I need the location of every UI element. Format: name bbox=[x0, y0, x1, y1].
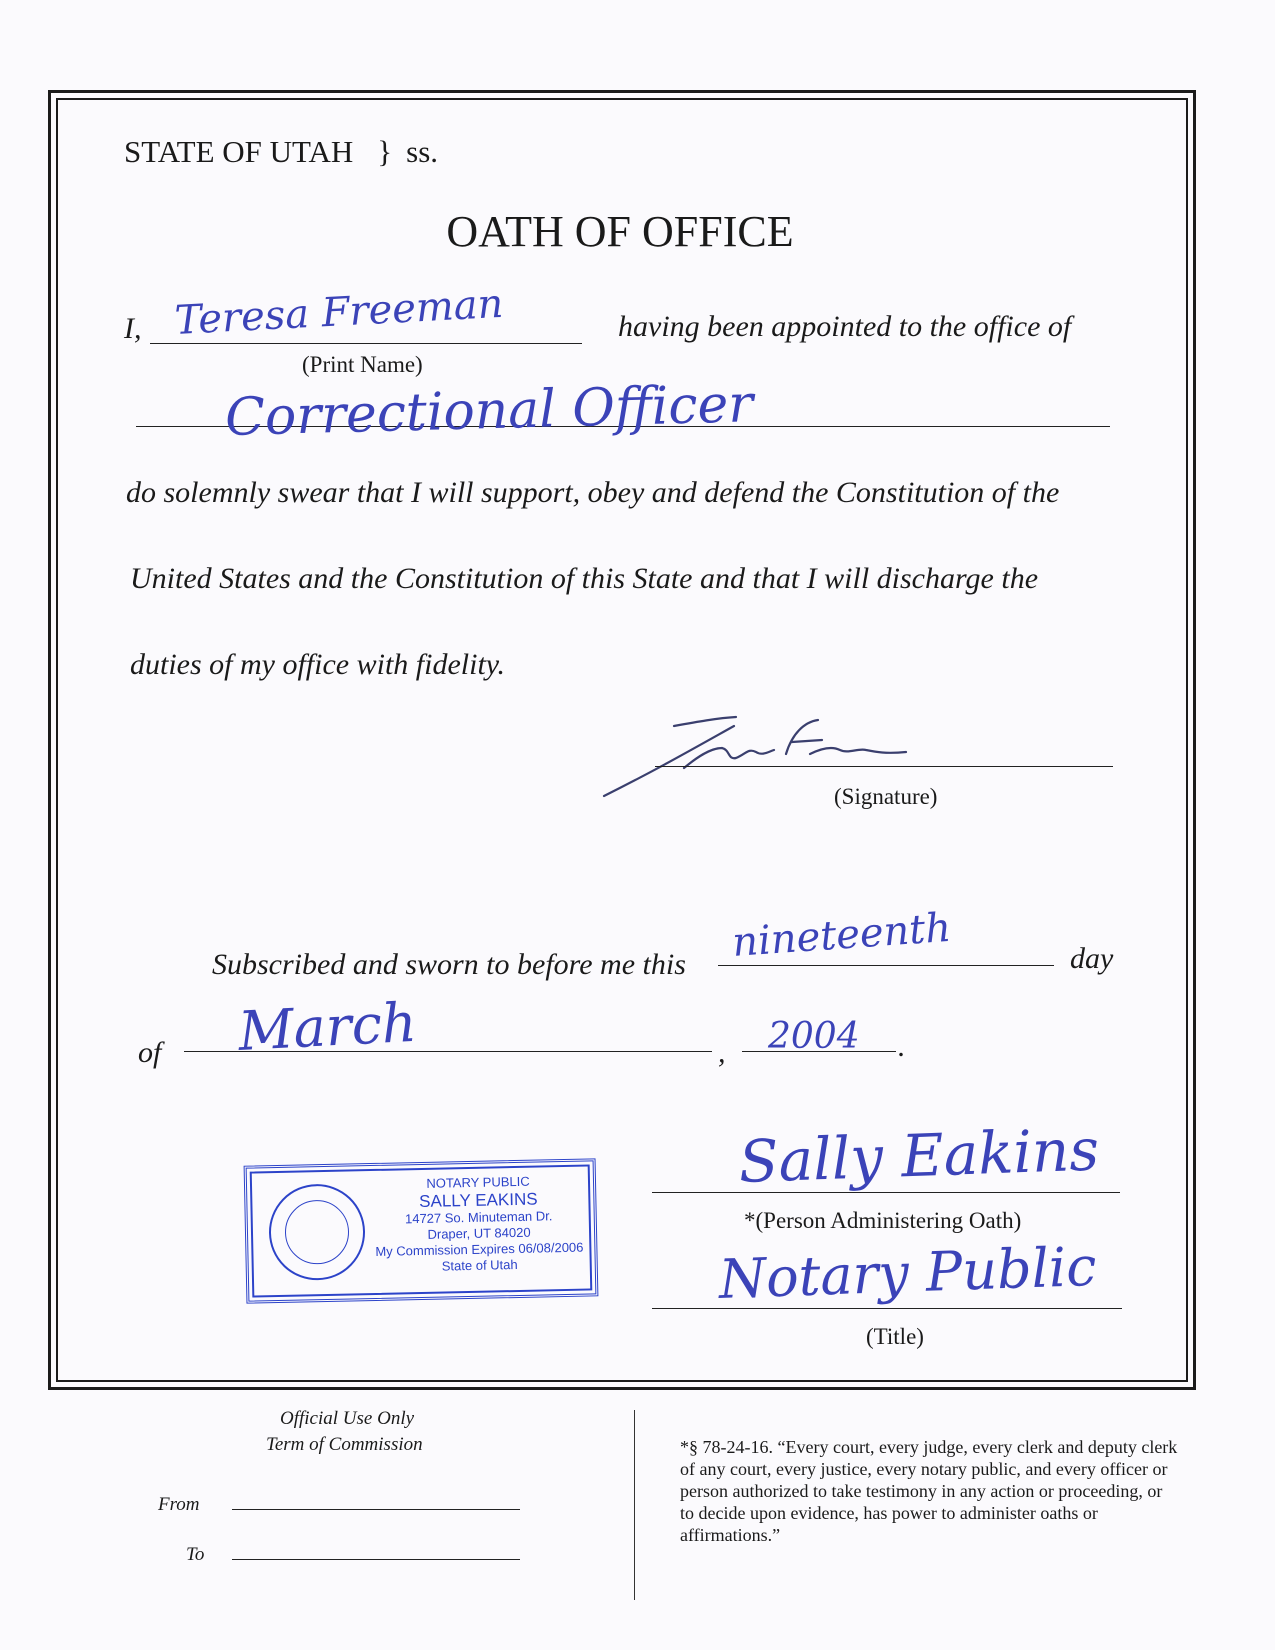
year-period: . bbox=[898, 1030, 906, 1063]
ss-label: ss. bbox=[406, 134, 439, 169]
oath-line-2: United States and the Constitution of this State and that I will discharge the bbox=[130, 562, 1039, 595]
to-label: To bbox=[186, 1544, 205, 1565]
oath-line-3: duties of my office with fidelity. bbox=[130, 648, 505, 681]
stamp-line-5: My Commission Expires 06/08/2006 bbox=[375, 1239, 584, 1259]
of-label: of bbox=[138, 1036, 162, 1069]
administrator-caption: *(Person Administering Oath) bbox=[744, 1208, 1022, 1233]
to-line bbox=[232, 1559, 520, 1560]
statute-note: *§ 78-24-16. “Every court, every judge, every clerk and deputy clerk of any court, every justice, every notary public, and every officer or person authorized to take testimony in any action or proceeding, or to decide upon evidence, has power to administer oaths or affirmations.” bbox=[680, 1437, 1178, 1545]
administrator-line bbox=[652, 1192, 1120, 1193]
state-seal-icon bbox=[268, 1183, 366, 1281]
oath-line-1: do solemnly swear that I will support, obey and defend the Constitution of the bbox=[126, 476, 1060, 509]
subscribed-text: Subscribed and sworn to before me this bbox=[212, 948, 686, 981]
print-name-line bbox=[150, 343, 582, 344]
stamp-line-1: NOTARY PUBLIC bbox=[426, 1173, 530, 1191]
print-name-caption: (Print Name) bbox=[302, 352, 423, 377]
i-prefix: I, bbox=[124, 312, 142, 345]
office-value[interactable]: Correctional Officer bbox=[224, 374, 754, 448]
title-value[interactable]: Notary Public bbox=[717, 1234, 1098, 1311]
print-name-value[interactable]: Teresa Freeman bbox=[173, 280, 505, 344]
day-line bbox=[718, 965, 1054, 966]
state-heading bbox=[124, 134, 438, 170]
appointed-text: having been appointed to the office of bbox=[618, 310, 1072, 343]
state-brace: } bbox=[377, 134, 393, 169]
year-value[interactable]: 2004 bbox=[768, 1016, 860, 1057]
signature-line bbox=[655, 766, 1113, 767]
stamp-line-2: SALLY EAKINS bbox=[418, 1189, 538, 1212]
day-value[interactable]: nineteenth bbox=[730, 904, 953, 966]
signature-caption: (Signature) bbox=[834, 784, 938, 809]
footer-divider bbox=[634, 1410, 635, 1600]
from-line bbox=[232, 1509, 520, 1510]
stamp-text bbox=[370, 1173, 588, 1277]
page-title: OATH OF OFFICE bbox=[446, 207, 794, 256]
stamp-line-3: 14727 So. Minuteman Dr. bbox=[404, 1208, 553, 1227]
state-name: STATE OF UTAH bbox=[124, 134, 354, 169]
stamp-line-6: State of Utah bbox=[441, 1256, 518, 1274]
term-label: Term of Commission bbox=[266, 1434, 423, 1455]
administrator-signature[interactable]: Sally Eakins bbox=[737, 1115, 1101, 1196]
title-caption: (Title) bbox=[866, 1324, 924, 1349]
year-comma: , bbox=[718, 1036, 726, 1069]
stamp-line-4: Draper, UT 84020 bbox=[427, 1224, 531, 1242]
official-use-label: Official Use Only bbox=[280, 1408, 415, 1429]
day-label: day bbox=[1070, 942, 1114, 975]
notary-stamp bbox=[250, 1164, 593, 1297]
from-label: From bbox=[158, 1494, 200, 1515]
month-value[interactable]: March bbox=[236, 990, 419, 1063]
